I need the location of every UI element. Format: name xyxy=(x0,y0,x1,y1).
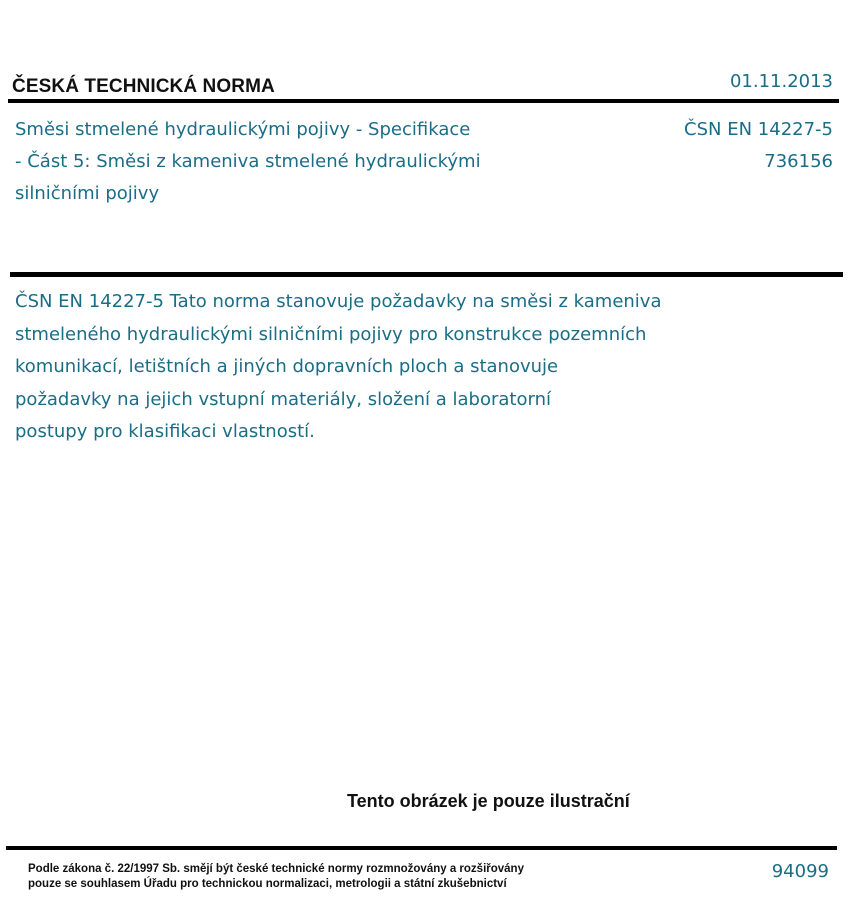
standard-identifier xyxy=(684,114,833,178)
catalog-number: 94099 xyxy=(771,861,829,882)
abstract-line: stmeleného hydraulickými silničními pojivy pro konstrukce pozemních xyxy=(15,323,647,345)
footer-divider xyxy=(6,846,837,850)
illustration-note: Tento obrázek je pouze ilustrační xyxy=(347,791,630,811)
legal-line: pouze se souhlasem Úřadu pro technickou normalizaci, metrologii a státní zkušebnictví xyxy=(28,878,507,890)
legal-notice xyxy=(28,862,628,892)
norm-type-label: ČESKÁ TECHNICKÁ NORMA xyxy=(12,76,275,97)
abstract xyxy=(15,286,735,449)
title-line: Směsi stmelené hydraulickými pojivy - Specifikace xyxy=(15,119,471,140)
classification-number: 736156 xyxy=(764,151,833,172)
legal-line: Podle zákona č. 22/1997 Sb. smějí být české technické normy rozmnožovány a rozšiřovány xyxy=(28,863,524,875)
abstract-line: požadavky na jejich vstupní materiály, složení a laboratorní xyxy=(15,388,551,410)
abstract-line: postupy pro klasifikaci vlastností. xyxy=(15,421,315,442)
section-divider xyxy=(10,272,843,277)
abstract-line: ČSN EN 14227-5 Tato norma stanovuje požadavky na směsi z kameniva xyxy=(15,291,662,312)
abstract-line: komunikací, letištních a jiných dopravních ploch a stanovuje xyxy=(15,356,559,377)
publication-date: 01.11.2013 xyxy=(729,71,833,92)
standard-code: ČSN EN 14227-5 xyxy=(684,119,833,140)
document-title xyxy=(15,114,535,210)
title-line: - Část 5: Směsi z kameniva stmelené hydraulickými xyxy=(15,151,481,172)
header-divider xyxy=(8,99,839,103)
title-line: silničními pojivy xyxy=(15,183,160,204)
